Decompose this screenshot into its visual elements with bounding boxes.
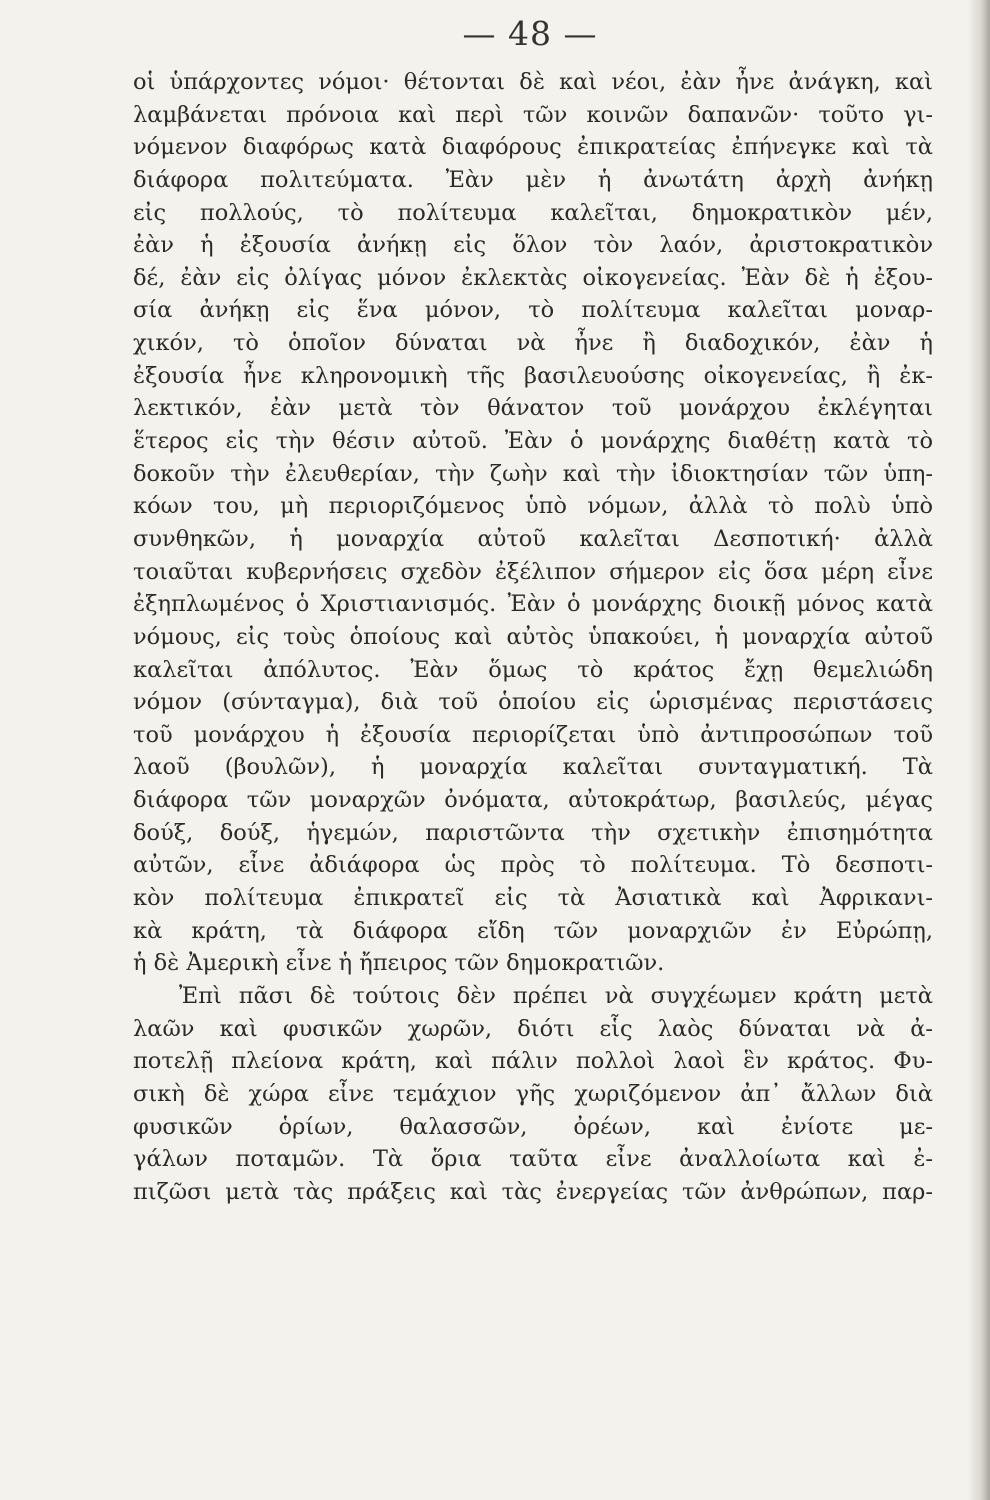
text-line: σικὴ δὲ χώρα εἶνε τεμάχιον γῆς χωριζόμενον ἀπ᾽ ἄλλων διὰ: [133, 1080, 933, 1107]
text-line: διάφορα πολιτεύματα. Ἐὰν μὲν ἡ ἀνωτάτη ἀρχὴ ἀνήκῃ: [133, 166, 933, 193]
text-line: ποτελῇ πλείονα κράτη, καὶ πάλιν πολλοὶ λαοὶ ἓν κράτος. Φυ-: [133, 1048, 933, 1075]
text-line: χικόν, τὸ ὁποῖον δύναται νὰ ἦνε ἢ διαδοχικόν, ἐὰν ἡ: [133, 330, 933, 357]
text-line: ἕτερος εἰς τὴν θέσιν αὐτοῦ. Ἐὰν ὁ μονάρχης διαθέτῃ κατὰ τὸ: [133, 428, 933, 455]
text-line: δούξ, δούξ, ἡγεμών, παριστῶντα τὴν σχετικὴν ἐπισημότητα: [133, 819, 933, 846]
text-line: νόμον (σύνταγμα), διὰ τοῦ ὁποίου εἰς ὡρισμένας περιστάσεις: [133, 689, 933, 716]
text-line: λαμβάνεται πρόνοια καὶ περὶ τῶν κοινῶν δαπανῶν· τοῦτο γι-: [133, 101, 933, 128]
text-line: γάλων ποταμῶν. Τὰ ὅρια ταῦτα εἶνε ἀναλλοίωτα καὶ ἐ-: [133, 1146, 933, 1173]
text-line: φυσικῶν ὁρίων, θαλασσῶν, ὀρέων, καὶ ἐνίοτε με-: [133, 1113, 933, 1140]
text-line: τοῦ μονάρχου ἡ ἐξουσία περιορίζεται ὑπὸ ἀντιπροσώπων τοῦ: [133, 721, 933, 748]
text-line: δέ, ἐὰν εἰς ὀλίγας μόνον ἐκλεκτὰς οἰκογενείας. Ἐὰν δὲ ἡ ἐξου-: [133, 264, 933, 291]
page-number: — 48 —: [462, 14, 598, 53]
text-line: λαοῦ (βουλῶν), ἡ μοναρχία καλεῖται συνταγματική. Τὰ: [133, 754, 933, 781]
text-line: οἱ ὑπάρχοντες νόμοι· θέτονται δὲ καὶ νέοι, ἐὰν ἦνε ἀνάγκη, καὶ: [133, 69, 933, 95]
text-line: κὸν πολίτευμα ἐπικρατεῖ εἰς τὰ Ἀσιατικὰ καὶ Ἀφρικανι-: [133, 885, 933, 912]
text-line: τοιαῦται κυβερνήσεις σχεδὸν ἐξέλιπον σήμερον εἰς ὅσα μέρη εἶνε: [133, 558, 933, 585]
text-line: ἐξηπλωμένος ὁ Χριστιανισμός. Ἐὰν ὁ μονάρχης διοικῇ μόνος κατὰ: [133, 591, 933, 618]
text-line: λεκτικόν, ἐὰν μετὰ τὸν θάνατον τοῦ μονάρχου ἐκλέγηται: [133, 395, 933, 422]
text-line: δοκοῦν τὴν ἐλευθερίαν, τὴν ζωὴν καὶ τὴν ἰδιοκτησίαν τῶν ὑπη-: [133, 460, 933, 487]
text-line: κόων του, μὴ περιοριζόμενος ὑπὸ νόμων, ἀλλὰ τὸ πολὺ ὑπὸ: [133, 493, 933, 520]
text-line: πιζῶσι μετὰ τὰς πράξεις καὶ τὰς ἐνεργείας τῶν ἀνθρώπων, παρ-: [133, 1178, 933, 1205]
text-line: κὰ κράτη, τὰ διάφορα εἴδη τῶν μοναρχιῶν ἐν Εὐρώπῃ,: [133, 917, 933, 944]
text-line: ἐξουσία ἦνε κληρονομικὴ τῆς βασιλευούσης οἰκογενείας, ἢ ἐκ-: [133, 362, 933, 389]
text-line: αὐτῶν, εἶνε ἀδιάφορα ὡς πρὸς τὸ πολίτευμα. Τὸ δεσποτι-: [133, 852, 933, 879]
text-line: ἐὰν ἡ ἐξουσία ἀνήκῃ εἰς ὅλον τὸν λαόν, ἀριστοκρατικὸν: [133, 232, 933, 259]
text-line: νόμους, εἰς τοὺς ὁποίους καὶ αὐτὸς ὑπακούει, ἡ μοναρχία αὐτοῦ: [133, 623, 933, 650]
text-line: Ἐπὶ πᾶσι δὲ τούτοις δὲν πρέπει νὰ συγχέωμεν κράτη μετὰ: [179, 982, 933, 1009]
text-line: διάφορα τῶν μοναρχῶν ὀνόματα, αὐτοκράτωρ, βασιλεύς, μέγας: [133, 787, 933, 814]
text-line: συνθηκῶν, ἡ μοναρχία αὐτοῦ καλεῖται Δεσποτική· ἀλλὰ: [133, 525, 933, 552]
text-line: νόμενον διαφόρως κατὰ διαφόρους ἐπικρατείας ἐπήνεγκε καὶ τὰ: [133, 134, 933, 161]
text-line: ἡ δὲ Ἀμερικὴ εἶνε ἡ ἤπειρος τῶν δημοκρατιῶν.: [133, 950, 665, 977]
text-line: σία ἀνήκῃ εἰς ἕνα μόνον, τὸ πολίτευμα καλεῖται μοναρ-: [133, 297, 933, 324]
body-text: [133, 66, 933, 1208]
text-line: καλεῖται ἀπόλυτος. Ἐὰν ὅμως τὸ κράτος ἔχῃ θεμελιώδη: [133, 656, 933, 683]
text-line: λαῶν καὶ φυσικῶν χωρῶν, διότι εἷς λαὸς δύναται νὰ ἀ-: [133, 1015, 933, 1042]
page-edge-shadow: [968, 0, 990, 1500]
text-line: εἰς πολλούς, τὸ πολίτευμα καλεῖται, δημοκρατικὸν μέν,: [133, 199, 933, 226]
